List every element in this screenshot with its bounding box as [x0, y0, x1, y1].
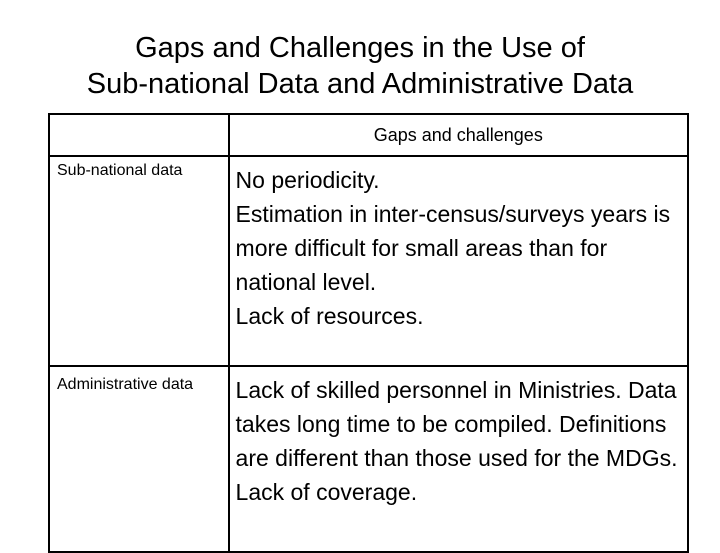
table-header-row	[49, 114, 688, 156]
row-content-subnational	[229, 156, 688, 366]
gaps-table	[48, 113, 689, 553]
table-row-subnational	[49, 156, 688, 366]
row-content-administrative	[229, 366, 688, 552]
table-header-gaps: Gaps and challenges	[229, 114, 688, 156]
table-row-administrative	[49, 366, 688, 552]
row-label-administrative: Administrative data	[49, 366, 229, 552]
table-header-empty-cell	[49, 114, 229, 156]
subnational-point-2: Estimation in inter-census/surveys years is more difficult for small areas than for national level.	[235, 201, 671, 295]
row-label-subnational: Sub-national data	[49, 156, 229, 366]
slide-title	[0, 30, 720, 102]
subnational-point-3: Lack of resources.	[235, 303, 424, 329]
subnational-point-1: No periodicity.	[235, 167, 380, 193]
slide-title-line-2: Sub-national Data and Administrative Data	[86, 68, 634, 100]
slide-title-line-1: Gaps and Challenges in the Use of	[135, 32, 585, 64]
administrative-point-1: Lack of skilled personnel in Ministries. Data takes long time to be compiled. Definitions are different than those used for the MDGs. Lack of coverage.	[235, 377, 678, 505]
